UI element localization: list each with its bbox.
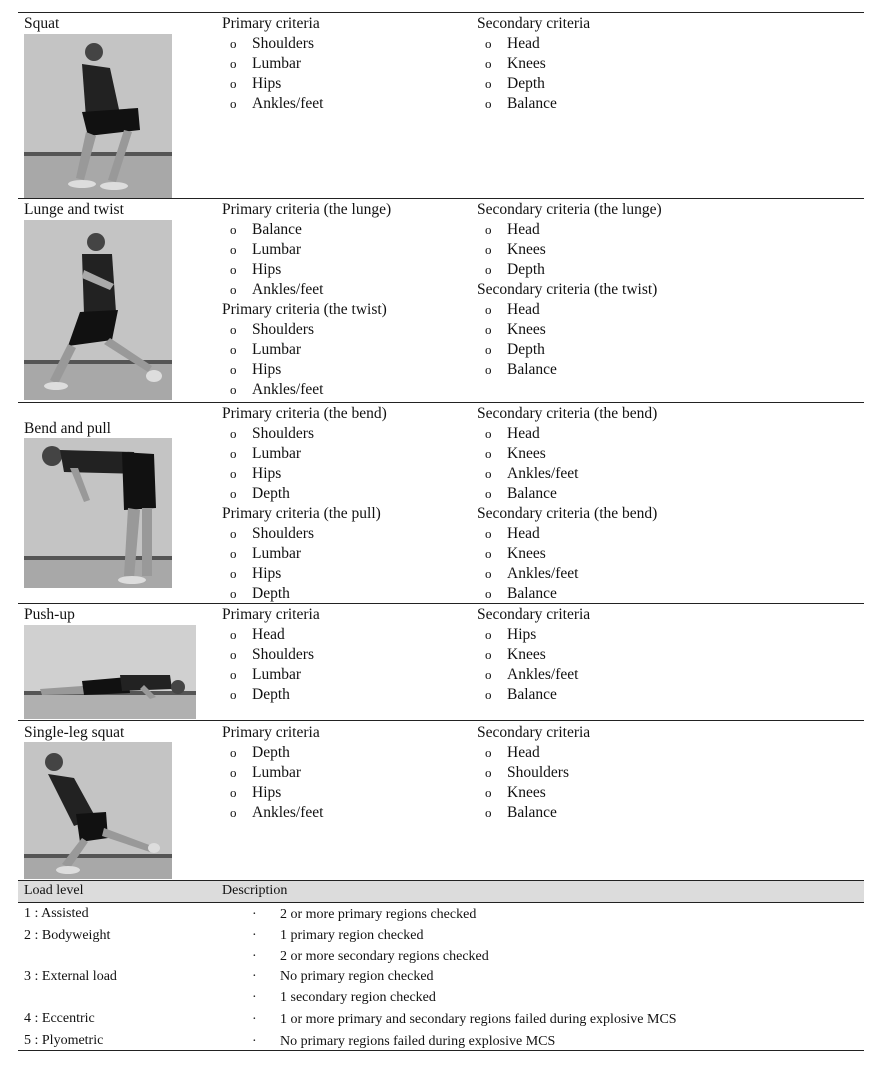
criteria-item-label: Knees <box>507 646 546 663</box>
circle-bullet-icon: o <box>485 36 492 51</box>
circle-bullet-icon: o <box>230 76 237 91</box>
criteria-item <box>230 625 285 645</box>
circle-bullet-icon: o <box>485 362 492 377</box>
circle-bullet-icon: o <box>485 566 492 581</box>
criteria-item-label: Depth <box>252 744 290 761</box>
criteria-item <box>230 544 301 564</box>
circle-bullet-icon: o <box>230 96 237 111</box>
circle-bullet-icon: o <box>230 222 237 237</box>
row-divider <box>18 198 864 199</box>
criteria-item <box>485 444 546 464</box>
circle-bullet-icon: o <box>230 627 237 642</box>
criteria-item-label: Balance <box>507 485 557 502</box>
exercise-name: Push-up <box>24 606 75 623</box>
criteria-item <box>230 424 314 444</box>
criteria-item-label: Lumbar <box>252 55 302 72</box>
criteria-item <box>230 524 314 544</box>
criteria-item-label: Head <box>507 744 540 761</box>
criteria-item <box>230 54 301 74</box>
criteria-item <box>230 444 301 464</box>
criteria-item <box>230 280 323 300</box>
criteria-item <box>485 685 557 705</box>
circle-bullet-icon: o <box>230 546 237 561</box>
circle-bullet-icon: o <box>230 667 237 682</box>
bend-photo-icon <box>24 438 172 588</box>
load-level-1: 1 : Assisted <box>24 906 89 921</box>
criteria-item <box>485 524 540 544</box>
circle-bullet-icon: o <box>485 76 492 91</box>
circle-bullet-icon: o <box>230 687 237 702</box>
criteria-item-label: Ankles/feet <box>507 565 579 582</box>
criteria-item <box>230 484 290 504</box>
circle-bullet-icon: o <box>230 56 237 71</box>
criteria-item <box>230 584 290 604</box>
exercise-name: Lunge and twist <box>24 201 124 218</box>
criteria-item-label: Lumbar <box>252 545 302 562</box>
criteria-item-label: Ankles/feet <box>252 95 324 112</box>
criteria-item <box>230 34 314 54</box>
criteria-item-label: Lumbar <box>252 241 302 258</box>
criteria-item <box>485 763 569 783</box>
table-top-rule <box>18 12 864 13</box>
circle-bullet-icon: o <box>485 667 492 682</box>
lunge-photo-icon <box>24 220 172 400</box>
circle-bullet-icon: o <box>485 765 492 780</box>
exercise-name: Bend and pull <box>24 420 111 437</box>
criteria-item-label: Ankles/feet <box>252 804 324 821</box>
circle-bullet-icon: o <box>230 382 237 397</box>
criteria-item-label: Balance <box>507 585 557 602</box>
load-level-3: 3 : External load <box>24 969 117 984</box>
circle-bullet-icon: o <box>230 36 237 51</box>
criteria-item <box>230 340 301 360</box>
load-description: 2 or more primary regions checked <box>280 907 477 922</box>
criteria-item-label: Hips <box>252 361 282 378</box>
primary-criteria-heading: Primary criteria <box>222 15 320 32</box>
criteria-item <box>485 54 546 74</box>
criteria-item-label: Shoulders <box>252 425 314 442</box>
circle-bullet-icon: o <box>230 805 237 820</box>
circle-bullet-icon: o <box>230 765 237 780</box>
circle-bullet-icon: o <box>485 546 492 561</box>
primary-criteria-heading: Primary criteria <box>222 606 320 623</box>
criteria-item-label: Head <box>507 221 540 238</box>
exercise-name: Single-leg squat <box>24 724 125 741</box>
criteria-item <box>230 220 302 240</box>
single-leg-squat-photo-icon <box>24 742 172 879</box>
criteria-item-label: Balance <box>507 804 557 821</box>
primary-criteria-heading: Primary criteria (the twist) <box>222 301 387 318</box>
criteria-item <box>230 260 281 280</box>
criteria-item-label: Head <box>507 301 540 318</box>
row-divider <box>18 603 864 604</box>
row-divider <box>18 402 864 403</box>
load-description: 2 or more secondary regions checked <box>280 949 489 964</box>
criteria-item <box>230 803 323 823</box>
criteria-item-label: Ankles/feet <box>507 465 579 482</box>
circle-bullet-icon: o <box>485 627 492 642</box>
circle-bullet-icon: o <box>230 362 237 377</box>
criteria-item <box>485 464 578 484</box>
load-description: 1 primary region checked <box>280 928 424 943</box>
criteria-item <box>485 645 546 665</box>
criteria-item <box>230 74 281 94</box>
criteria-item-label: Hips <box>252 565 282 582</box>
criteria-item-label: Depth <box>507 261 545 278</box>
load-table-header-band <box>18 880 864 902</box>
criteria-item-label: Shoulders <box>252 35 314 52</box>
criteria-item <box>230 685 290 705</box>
bullet-dot-icon: · <box>252 928 257 943</box>
criteria-item <box>485 584 557 604</box>
circle-bullet-icon: o <box>230 785 237 800</box>
row-divider <box>18 902 864 903</box>
circle-bullet-icon: o <box>485 526 492 541</box>
load-level-header: Load level <box>24 883 84 898</box>
bullet-dot-icon: · <box>252 990 257 1005</box>
circle-bullet-icon: o <box>485 785 492 800</box>
criteria-item-label: Depth <box>507 75 545 92</box>
criteria-item <box>230 665 301 685</box>
criteria-item <box>230 645 314 665</box>
criteria-item <box>485 544 546 564</box>
criteria-item-label: Balance <box>507 361 557 378</box>
criteria-item-label: Hips <box>252 261 282 278</box>
criteria-item <box>485 424 540 444</box>
circle-bullet-icon: o <box>485 486 492 501</box>
circle-bullet-icon: o <box>230 262 237 277</box>
circle-bullet-icon: o <box>230 586 237 601</box>
primary-criteria-heading: Primary criteria (the bend) <box>222 405 387 422</box>
circle-bullet-icon: o <box>485 745 492 760</box>
primary-criteria-heading: Primary criteria (the pull) <box>222 505 381 522</box>
criteria-item-label: Depth <box>252 686 290 703</box>
criteria-item <box>230 743 290 763</box>
load-level-5: 5 : Plyometric <box>24 1033 104 1048</box>
load-description: 1 or more primary and secondary regions failed during explosive MCS <box>280 1012 677 1027</box>
secondary-criteria-heading: Secondary criteria <box>477 606 591 623</box>
criteria-item-label: Hips <box>252 75 282 92</box>
circle-bullet-icon: o <box>230 426 237 441</box>
criteria-item <box>230 763 301 783</box>
criteria-item-label: Shoulders <box>252 321 314 338</box>
criteria-item-label: Ankles/feet <box>507 666 579 683</box>
criteria-item-label: Balance <box>507 95 557 112</box>
criteria-item-label: Lumbar <box>252 666 302 683</box>
circle-bullet-icon: o <box>485 466 492 481</box>
criteria-item <box>230 564 281 584</box>
criteria-item-label: Head <box>507 35 540 52</box>
criteria-item <box>485 783 546 803</box>
criteria-item-label: Hips <box>252 465 282 482</box>
criteria-item <box>485 360 557 380</box>
criteria-item-label: Depth <box>252 485 290 502</box>
circle-bullet-icon: o <box>485 302 492 317</box>
circle-bullet-icon: o <box>485 242 492 257</box>
criteria-item <box>485 625 536 645</box>
criteria-item <box>485 220 540 240</box>
circle-bullet-icon: o <box>230 526 237 541</box>
criteria-item-label: Balance <box>252 221 302 238</box>
criteria-item <box>485 74 545 94</box>
circle-bullet-icon: o <box>485 647 492 662</box>
criteria-item-label: Lumbar <box>252 764 302 781</box>
criteria-item <box>230 783 281 803</box>
criteria-item <box>230 240 301 260</box>
circle-bullet-icon: o <box>230 566 237 581</box>
criteria-item <box>485 300 540 320</box>
criteria-item-label: Head <box>507 525 540 542</box>
criteria-item-label: Head <box>252 626 285 643</box>
circle-bullet-icon: o <box>485 262 492 277</box>
bullet-dot-icon: · <box>252 1012 257 1027</box>
criteria-item-label: Hips <box>252 784 282 801</box>
circle-bullet-icon: o <box>485 687 492 702</box>
circle-bullet-icon: o <box>485 426 492 441</box>
criteria-item <box>230 464 281 484</box>
circle-bullet-icon: o <box>230 282 237 297</box>
criteria-item-label: Ankles/feet <box>252 281 324 298</box>
criteria-item-label: Ankles/feet <box>252 381 324 398</box>
primary-criteria-heading: Primary criteria <box>222 724 320 741</box>
criteria-item-label: Lumbar <box>252 341 302 358</box>
circle-bullet-icon: o <box>485 586 492 601</box>
bullet-dot-icon: · <box>252 969 257 984</box>
criteria-item <box>485 484 557 504</box>
criteria-item-label: Knees <box>507 241 546 258</box>
circle-bullet-icon: o <box>485 56 492 71</box>
squat-photo-icon <box>24 34 172 198</box>
criteria-item <box>485 665 578 685</box>
circle-bullet-icon: o <box>485 805 492 820</box>
criteria-item-label: Depth <box>252 585 290 602</box>
circle-bullet-icon: o <box>485 322 492 337</box>
circle-bullet-icon: o <box>230 466 237 481</box>
circle-bullet-icon: o <box>485 96 492 111</box>
circle-bullet-icon: o <box>485 222 492 237</box>
criteria-item <box>485 564 578 584</box>
criteria-item <box>485 340 545 360</box>
secondary-criteria-heading: Secondary criteria <box>477 724 591 741</box>
criteria-item-label: Knees <box>507 445 546 462</box>
load-description: 1 secondary region checked <box>280 990 436 1005</box>
criteria-item <box>485 240 546 260</box>
secondary-criteria-heading: Secondary criteria (the lunge) <box>477 201 662 218</box>
criteria-item <box>485 803 557 823</box>
criteria-item <box>485 743 540 763</box>
circle-bullet-icon: o <box>230 446 237 461</box>
bullet-dot-icon: · <box>252 1034 257 1049</box>
criteria-item-label: Head <box>507 425 540 442</box>
exercise-name: Squat <box>24 15 60 32</box>
row-divider <box>18 720 864 721</box>
criteria-item-label: Hips <box>507 626 537 643</box>
criteria-item <box>230 360 281 380</box>
bullet-dot-icon: · <box>252 949 257 964</box>
circle-bullet-icon: o <box>230 242 237 257</box>
secondary-criteria-heading: Secondary criteria (the bend) <box>477 505 658 522</box>
circle-bullet-icon: o <box>230 745 237 760</box>
criteria-item-label: Balance <box>507 686 557 703</box>
criteria-item <box>230 320 314 340</box>
criteria-item-label: Knees <box>507 784 546 801</box>
description-header: Description <box>222 883 288 898</box>
pushup-photo-icon <box>24 625 196 719</box>
criteria-item-label: Knees <box>507 545 546 562</box>
circle-bullet-icon: o <box>230 342 237 357</box>
criteria-item <box>485 320 546 340</box>
bullet-dot-icon: · <box>252 907 257 922</box>
load-description: No primary regions failed during explosive MCS <box>280 1034 556 1049</box>
criteria-item <box>230 94 323 114</box>
circle-bullet-icon: o <box>485 446 492 461</box>
criteria-item <box>485 260 545 280</box>
circle-bullet-icon: o <box>230 647 237 662</box>
secondary-criteria-heading: Secondary criteria (the bend) <box>477 405 658 422</box>
criteria-item-label: Shoulders <box>252 646 314 663</box>
load-level-2: 2 : Bodyweight <box>24 928 111 943</box>
circle-bullet-icon: o <box>230 486 237 501</box>
load-level-4: 4 : Eccentric <box>24 1011 95 1026</box>
criteria-item-label: Lumbar <box>252 445 302 462</box>
criteria-item-label: Shoulders <box>507 764 569 781</box>
load-description: No primary region checked <box>280 969 434 984</box>
secondary-criteria-heading: Secondary criteria <box>477 15 591 32</box>
criteria-item-label: Knees <box>507 321 546 338</box>
criteria-item <box>230 380 323 400</box>
circle-bullet-icon: o <box>485 342 492 357</box>
primary-criteria-heading: Primary criteria (the lunge) <box>222 201 392 218</box>
criteria-item-label: Knees <box>507 55 546 72</box>
row-divider <box>18 880 864 881</box>
criteria-item <box>485 34 540 54</box>
criteria-item <box>485 94 557 114</box>
secondary-criteria-heading: Secondary criteria (the twist) <box>477 281 658 298</box>
criteria-item-label: Depth <box>507 341 545 358</box>
criteria-item-label: Shoulders <box>252 525 314 542</box>
circle-bullet-icon: o <box>230 322 237 337</box>
